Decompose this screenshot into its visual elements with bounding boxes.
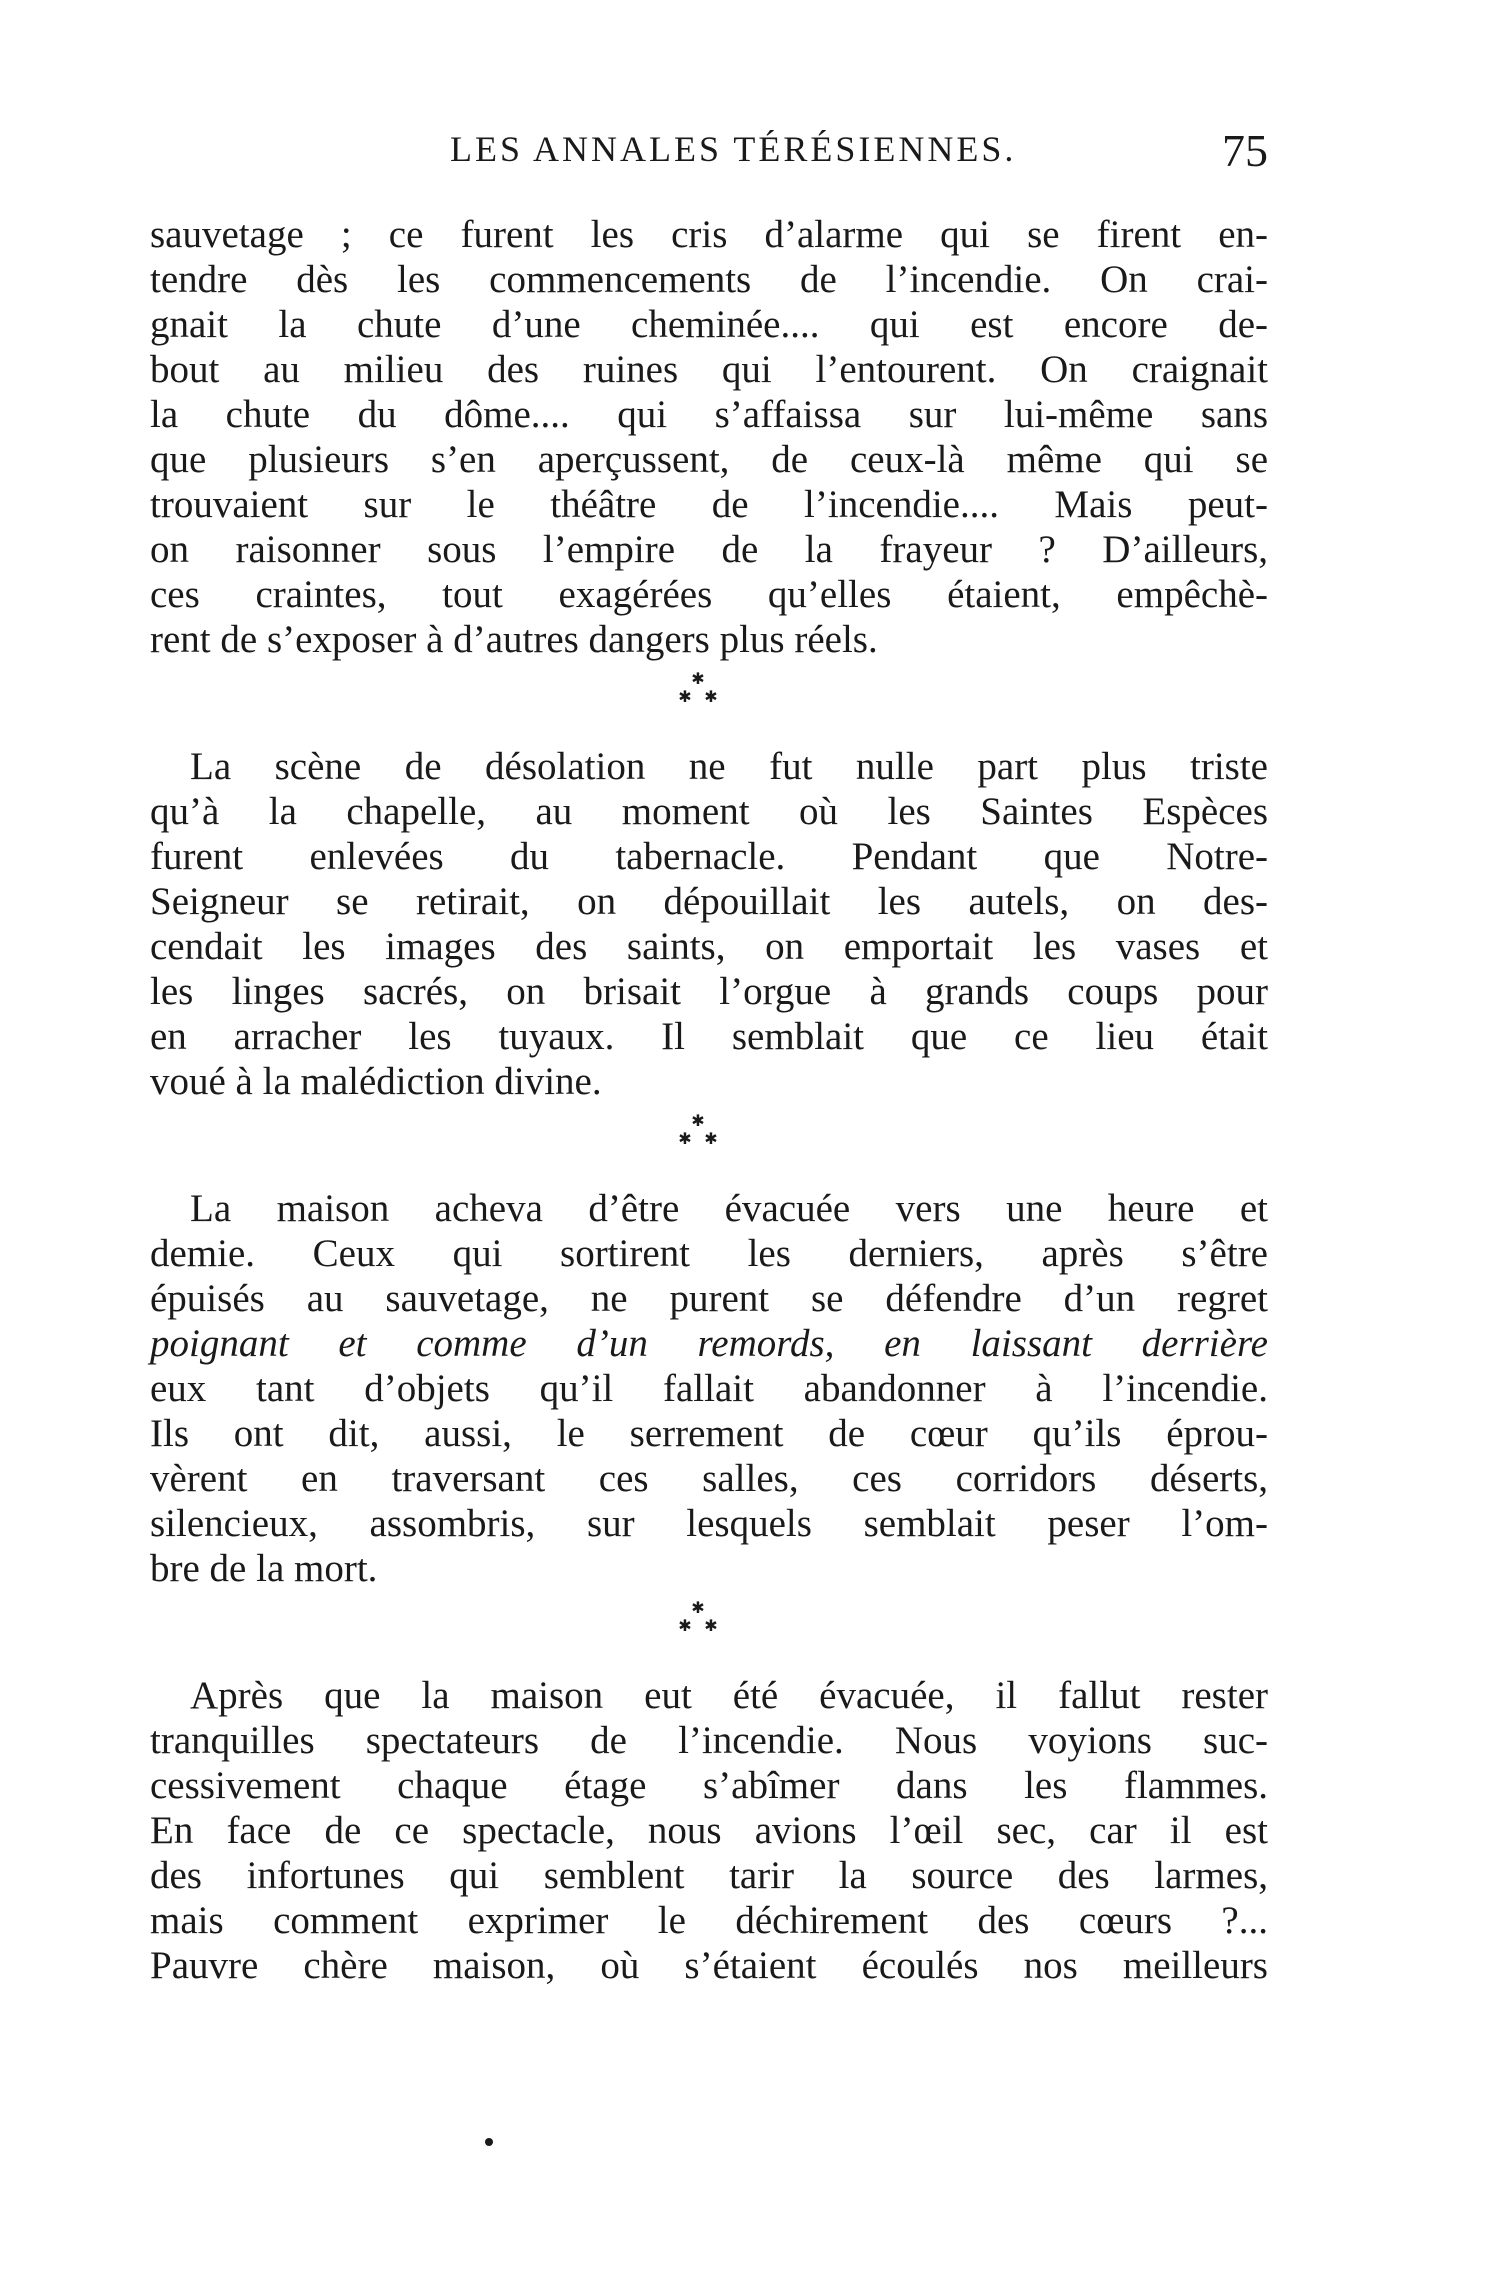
running-head bbox=[150, 125, 1268, 188]
text-line: voué à la malédiction divine. bbox=[150, 1060, 602, 1103]
section-ornament bbox=[150, 662, 1268, 744]
text-line: Pauvre chère maison, où s’étaient écoulés nos meilleurs bbox=[150, 1944, 1268, 1987]
print-speck bbox=[485, 2138, 493, 2146]
paragraph-1 bbox=[150, 212, 1268, 662]
asterisk-icon: ✱ bbox=[691, 1600, 705, 1617]
text-line: sauvetage ; ce furent les cris d’alarme qui se firent en- bbox=[150, 213, 1268, 256]
text-line: gnait la chute d’une cheminée.... qui est encore de- bbox=[150, 303, 1268, 346]
text-block bbox=[150, 212, 1268, 1988]
text-line: les linges sacrés, on brisait l’orgue à grands coups pour bbox=[150, 970, 1268, 1013]
text-line: qu’à la chapelle, au moment où les Saintes Espèces bbox=[150, 790, 1268, 833]
asterisk-icon: ✱ bbox=[704, 689, 718, 706]
text-line: furent enlevées du tabernacle. Pendant que Notre- bbox=[150, 835, 1268, 878]
asterisk-icon: ✱ bbox=[678, 1618, 692, 1635]
text-line italic-line: poignant et comme d’un remords, en laissant derrière bbox=[150, 1322, 1268, 1365]
asterisk-icon: ✱ bbox=[678, 1131, 692, 1148]
text-line: Seigneur se retirait, on dépouillait les autels, on des- bbox=[150, 880, 1268, 923]
text-line: rent de s’exposer à d’autres dangers plus réels. bbox=[150, 618, 878, 661]
running-title: LES ANNALES TÉRÉSIENNES. bbox=[450, 129, 1017, 169]
text-line: eux tant d’objets qu’il fallait abandonner à l’incendie. bbox=[150, 1367, 1268, 1410]
text-line: mais comment exprimer le déchirement des cœurs ?... bbox=[150, 1899, 1268, 1942]
text-line: La scène de désolation ne fut nulle part plus triste bbox=[190, 745, 1268, 788]
text-line: silencieux, assombris, sur lesquels semblait peser l’om- bbox=[150, 1502, 1268, 1545]
text-line: tendre dès les commencements de l’incendie. On crai- bbox=[150, 258, 1268, 301]
text-line: ces craintes, tout exagérées qu’elles étaient, empêchè- bbox=[150, 573, 1268, 616]
section-ornament bbox=[150, 1591, 1268, 1673]
asterisk-icon: ✱ bbox=[691, 1113, 705, 1130]
page-number: 75 bbox=[1222, 125, 1268, 176]
text-line: des infortunes qui semblent tarir la source des larmes, bbox=[150, 1854, 1268, 1897]
text-line: bre de la mort. bbox=[150, 1547, 378, 1590]
asterisk-icon: ✱ bbox=[691, 671, 705, 688]
paragraph-2 bbox=[150, 744, 1268, 1104]
text-line: bout au milieu des ruines qui l’entourent. On craignait bbox=[150, 348, 1268, 391]
text-line: demie. Ceux qui sortirent les derniers, après s’être bbox=[150, 1232, 1268, 1275]
paragraph-4 bbox=[150, 1673, 1268, 1988]
text-line: cessivement chaque étage s’abîmer dans les flammes. bbox=[150, 1764, 1268, 1807]
section-ornament bbox=[150, 1104, 1268, 1186]
text-line: épuisés au sauvetage, ne purent se défendre d’un regret bbox=[150, 1277, 1268, 1320]
text-line: trouvaient sur le théâtre de l’incendie.... Mais peut- bbox=[150, 483, 1268, 526]
text-line: la chute du dôme.... qui s’affaissa sur lui-même sans bbox=[150, 393, 1268, 436]
text-line: tranquilles spectateurs de l’incendie. Nous voyions suc- bbox=[150, 1719, 1268, 1762]
text-line: cendait les images des saints, on emportait les vases et bbox=[150, 925, 1268, 968]
text-line: Après que la maison eut été évacuée, il fallut rester bbox=[190, 1674, 1268, 1717]
text-line: La maison acheva d’être évacuée vers une heure et bbox=[190, 1187, 1268, 1230]
asterisk-icon: ✱ bbox=[704, 1618, 718, 1635]
asterisk-icon: ✱ bbox=[704, 1131, 718, 1148]
text-line: Ils ont dit, aussi, le serrement de cœur qu’ils éprou- bbox=[150, 1412, 1268, 1455]
text-line: En face de ce spectacle, nous avions l’œil sec, car il est bbox=[150, 1809, 1268, 1852]
asterisk-icon: ✱ bbox=[678, 689, 692, 706]
text-line: on raisonner sous l’empire de la frayeur ? D’ailleurs, bbox=[150, 528, 1268, 571]
paragraph-3 bbox=[150, 1186, 1268, 1591]
text-line: que plusieurs s’en aperçussent, de ceux-là même qui se bbox=[150, 438, 1268, 481]
text-line: en arracher les tuyaux. Il semblait que ce lieu était bbox=[150, 1015, 1268, 1058]
text-line: vèrent en traversant ces salles, ces corridors déserts, bbox=[150, 1457, 1268, 1500]
